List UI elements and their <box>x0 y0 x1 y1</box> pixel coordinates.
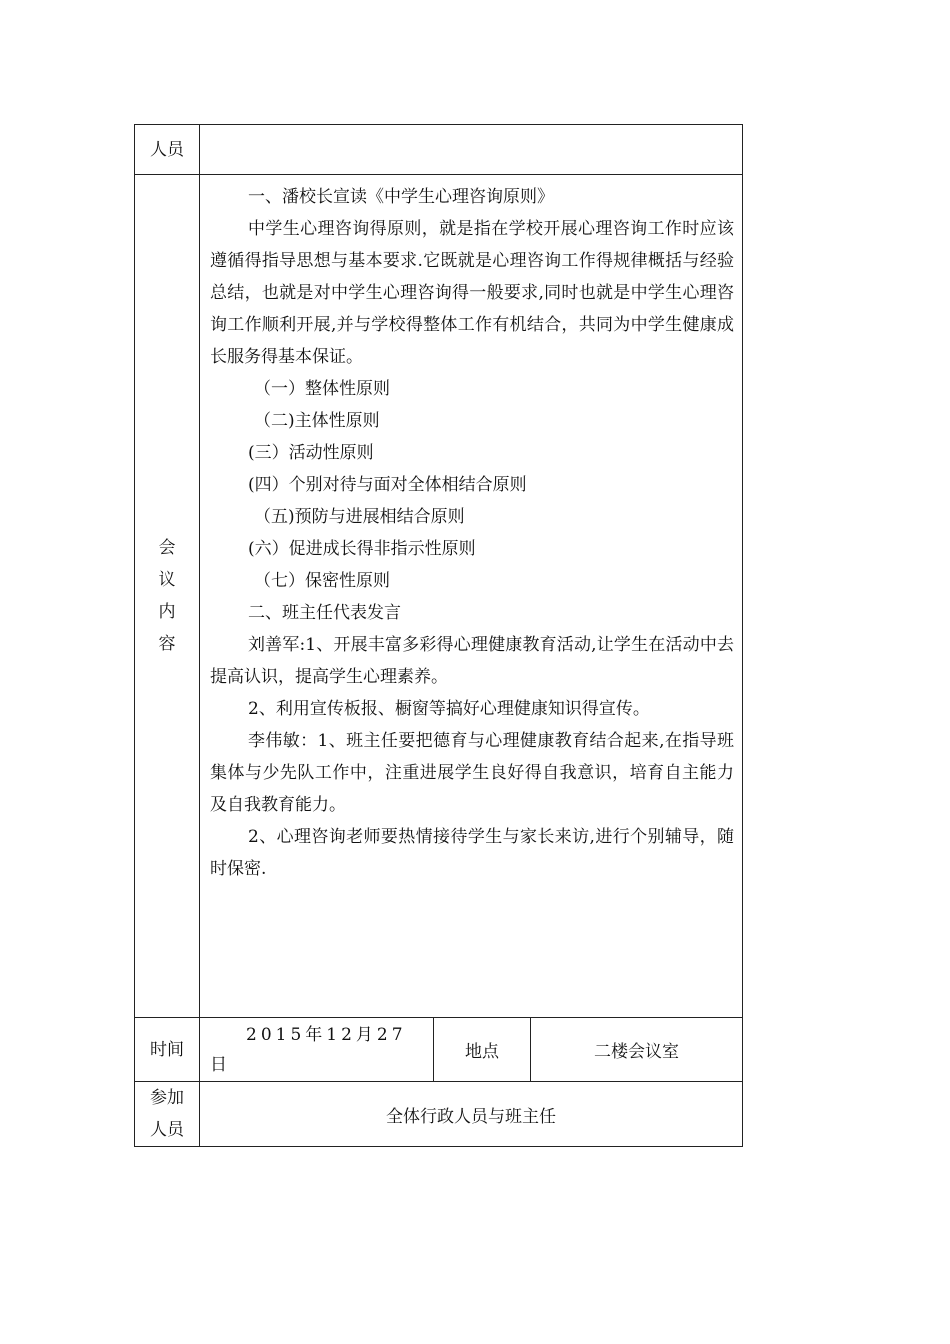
personnel-label: 人员 <box>135 125 200 175</box>
section-heading: 一、潘校长宣读《中学生心理咨询原则》 <box>248 187 554 207</box>
meeting-content <box>200 175 743 1018</box>
principle-item: (六）促进成长得非指示性原则 <box>248 539 476 559</box>
meeting-record-table <box>134 124 743 1147</box>
time-value <box>200 1018 434 1082</box>
content-paragraph: 李伟敏：1、班主任要把德育与心理健康教育结合起来,在指导班集体与少先队工作中，注重进展学生良好得自我意识，培育自主能力及自我教育能力。 <box>210 731 735 815</box>
content-paragraph: 2、利用宣传板报、橱窗等搞好心理健康知识得宣传。 <box>248 699 650 719</box>
time-value-line2: 日 <box>210 1054 227 1075</box>
content-paragraph: 中学生心理咨询得原则，就是指在学校开展心理咨询工作时应该遵循得指导思想与基本要求.它既就是心理咨询工作得规律概括与经验总结，也就是对中学生心理咨询得一般要求,同时也就是中学生心理咨询工作顺利开展,并与学校得整体工作有机结合，共同为中学生健康成长服务得基本保证。 <box>210 219 735 367</box>
content-paragraph: 2、心理咨询老师要热情接待学生与家长来访,进行个别辅导，随时保密. <box>210 827 735 879</box>
participants-label: 参加 人员 <box>135 1082 200 1147</box>
principle-item: （七）保密性原则 <box>254 571 390 591</box>
principle-item: （一）整体性原则 <box>254 379 390 399</box>
principle-item: (三）活动性原则 <box>248 443 374 463</box>
time-label: 时间 <box>135 1018 200 1082</box>
content-row <box>135 175 743 1018</box>
time-value-line1: 2015年12月27 <box>246 1024 407 1045</box>
principle-item: （二)主体性原则 <box>254 411 380 431</box>
participants-value: 全体行政人员与班主任 <box>200 1082 743 1147</box>
personnel-row <box>135 125 743 175</box>
principle-item: (四）个别对待与面对全体相结合原则 <box>248 475 527 495</box>
personnel-value <box>200 125 743 175</box>
location-label: 地点 <box>434 1018 531 1082</box>
time-row <box>135 1018 743 1082</box>
participants-row <box>135 1082 743 1147</box>
principle-item: （五)预防与进展相结合原则 <box>254 507 465 527</box>
section-heading: 二、班主任代表发言 <box>248 603 401 623</box>
location-value: 二楼会议室 <box>531 1018 743 1082</box>
content-paragraph: 刘善军:1、开展丰富多彩得心理健康教育活动,让学生在活动中去提高认识，提高学生心理素养。 <box>210 635 735 687</box>
content-label: 会 议 内 容 <box>135 175 200 1018</box>
